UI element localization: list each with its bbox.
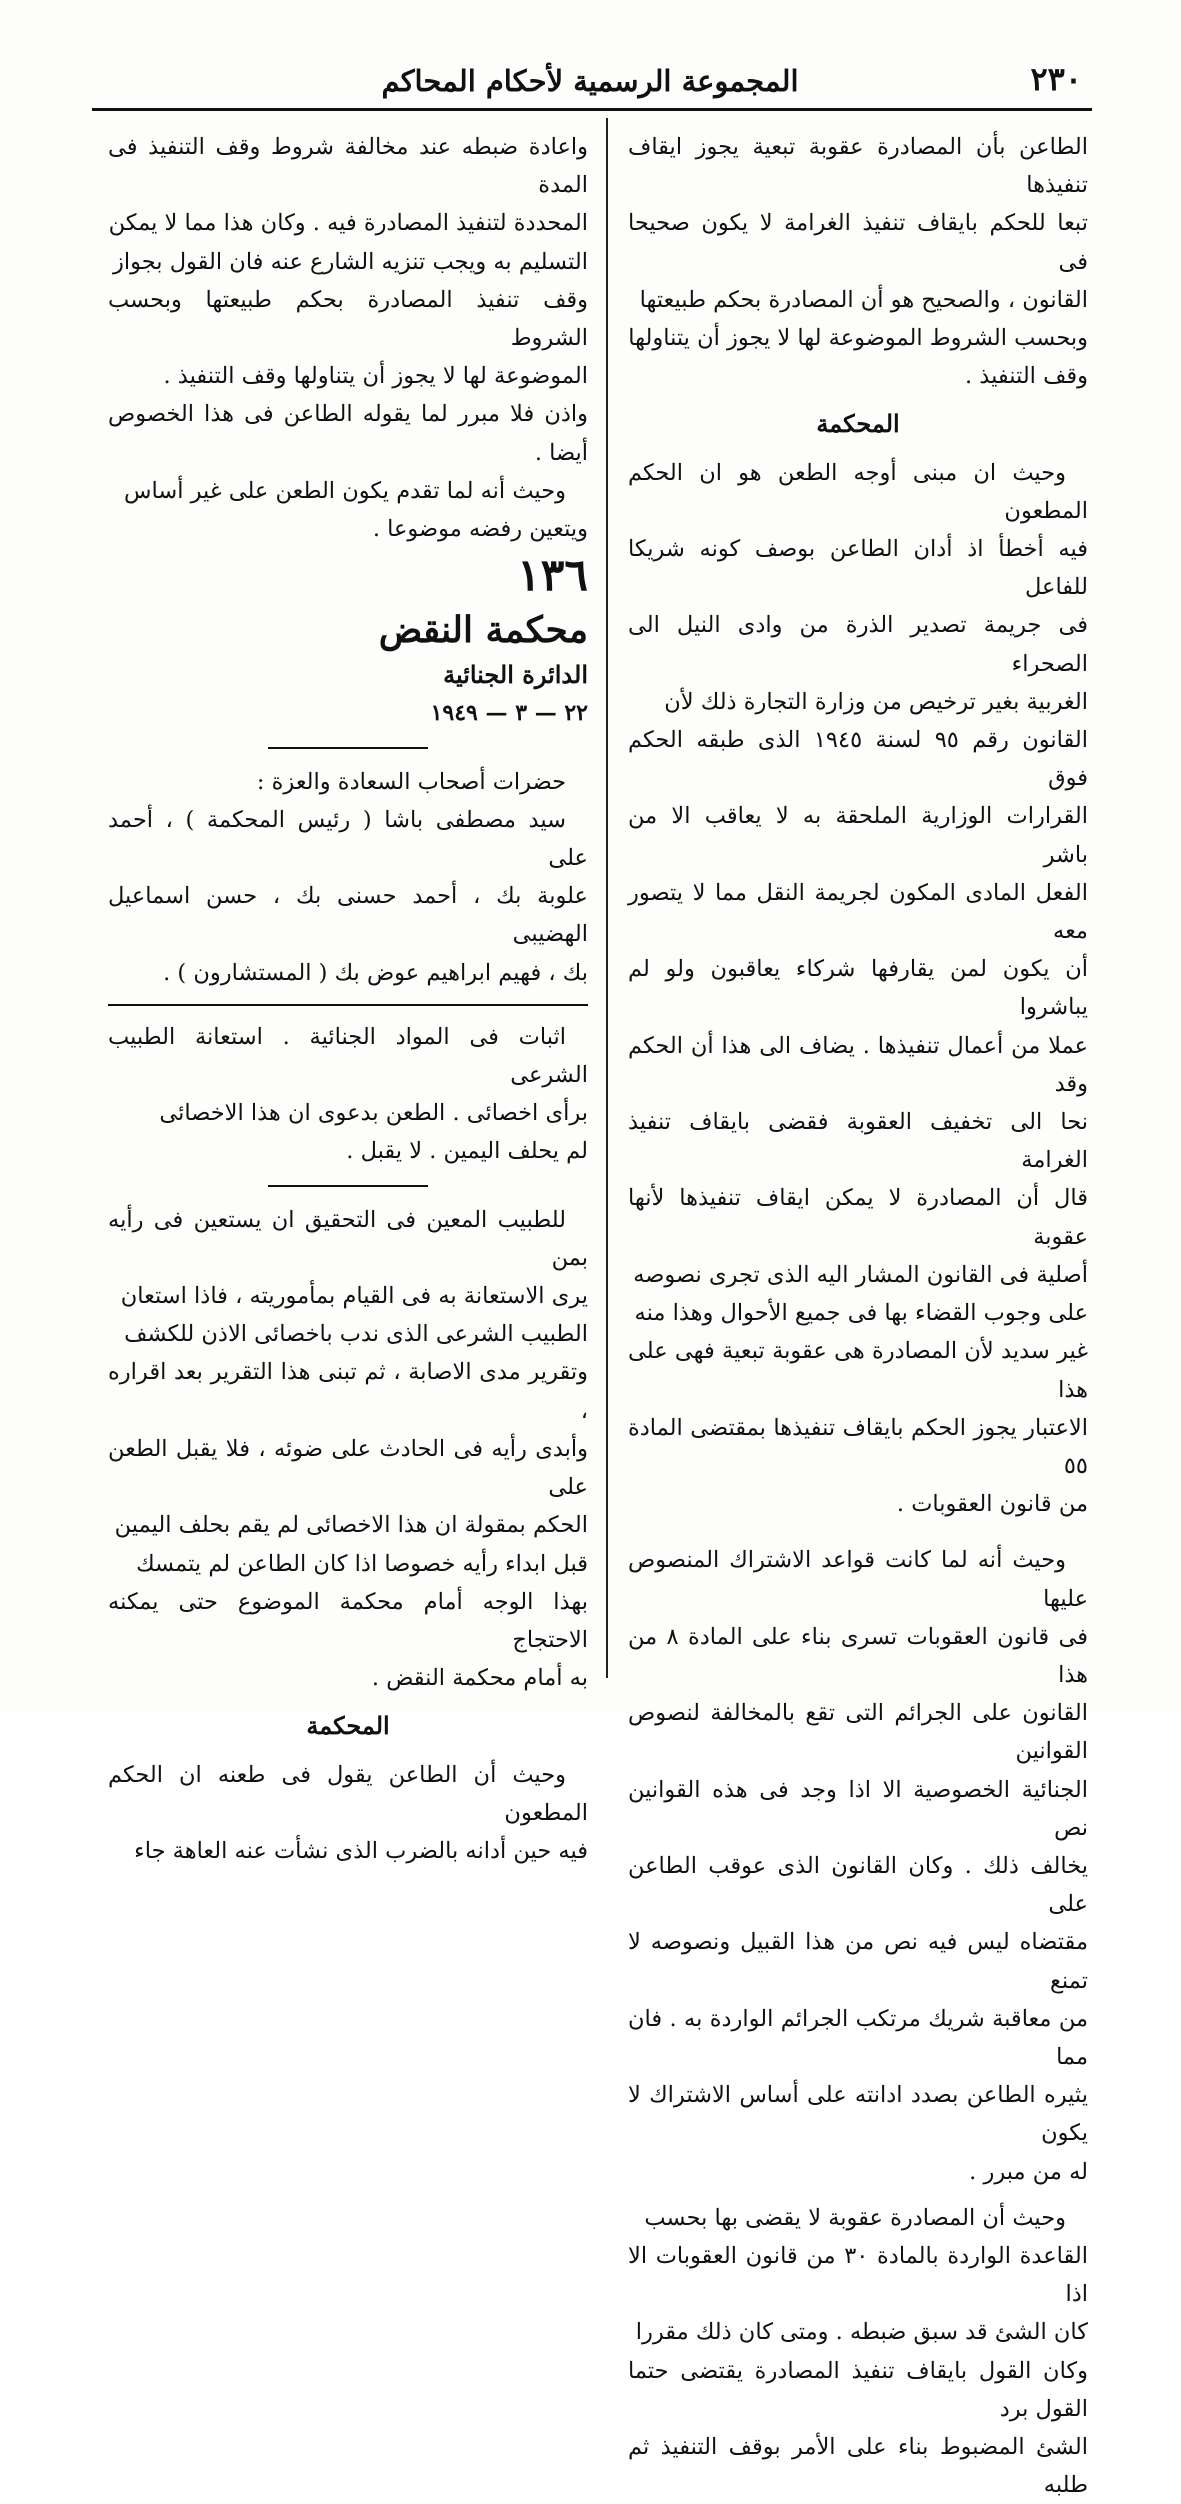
text-line: ويتعين رفضه موضوعا . — [372, 516, 588, 543]
text-line: قبل ابداء رأيه خصوصا اذا كان الطاعن لم يتمسك — [136, 1550, 588, 1577]
text-line: وحيث أنه لما كانت قواعد الاشتراك المنصوص عليها — [628, 1547, 1088, 1612]
left-column — [108, 128, 588, 1870]
text-line: له من مبرر . — [969, 2158, 1088, 2185]
summary-rule-top — [108, 1004, 588, 1006]
text-line: القانون على الجرائم التى تقع بالمخالفة لنصوص القوانين — [628, 1700, 1088, 1765]
text-line: وقف تنفيذ المصادرة بحكم طبيعتها وبحسب الشروط — [108, 286, 588, 352]
text-line: الطاعن بأن المصادرة عقوبة تبعية يجوز ايقاف تنفيذها — [628, 134, 1088, 199]
judges-list — [108, 801, 588, 992]
text-line: التسليم به ويجب تنزيه الشارع عنه فان القول بجواز — [113, 248, 588, 275]
text-line: به أمام محكمة النقض . — [371, 1665, 588, 1692]
text-line: اثبات فى المواد الجنائية . استعانة الطبيب الشرعى — [108, 1023, 588, 1089]
text-line: بك ، فهيم ابراهيم عوض بك ( المستشارون ) . — [163, 959, 588, 986]
text-line: من معاقبة شريك مرتكب الجرائم الواردة به . فان مما — [628, 2005, 1088, 2070]
text-line: عملا من أعمال تنفيذها . يضاف الى هذا أن الحكم وقد — [628, 1032, 1088, 1097]
text-line: الشئ المضبوط بناء على الأمر بوقف التنفيذ ثم طلبه — [628, 2433, 1088, 2499]
text-line: الاعتبار يجوز الحكم بايقاف تنفيذها بمقتضى المادة ٥٥ — [628, 1414, 1088, 1479]
text-line: تبعا للحكم بايقاف تنفيذ الغرامة لا يكون صحيحا فى — [628, 210, 1088, 275]
presence-intro: حضرات أصحاب السعادة والعزة : — [256, 768, 566, 795]
text-line: وأبدى رأيه فى الحادث على ضوئه ، فلا يقبل الطعن على — [108, 1435, 588, 1501]
court-name: محكمة النقض — [378, 609, 588, 652]
text-line: أصلية فى القانون المشار اليه الذى تجرى نصوصه — [633, 1261, 1088, 1288]
section-heading: المحكمة — [306, 1711, 390, 1741]
text-line: فى جريمة تصدير الذرة من وادى النيل الى الصحراء — [628, 612, 1088, 677]
page-header — [90, 58, 1090, 108]
text-line: غير سديد لأن المصادرة هى عقوبة تبعية فهى على هذا — [628, 1338, 1088, 1403]
section-heading: المحكمة — [816, 409, 900, 439]
summary-rule-bottom — [268, 1185, 428, 1187]
text-line: فيه حين أدانه بالضرب الذى نشأت عنه العاهة جاء — [134, 1837, 588, 1864]
paragraph-3 — [628, 2199, 1088, 2504]
text-line: الفعل المادى المكون لجريمة النقل مما لا يتصور معه — [628, 879, 1088, 945]
text-line: نحا الى تخفيف العقوبة فقضى بايقاف تنفيذ الغرامة — [628, 1109, 1088, 1174]
header-rule — [92, 108, 1092, 111]
text-line: برأى اخصائى . الطعن بدعوى ان هذا الاخصائى — [159, 1100, 588, 1127]
text-line: يرى الاستعانة به فى القيام بمأموريته ، فاذا استعان — [120, 1283, 588, 1310]
text-line: القرارات الوزارية الملحقة به لا يعاقب الا من باشر — [628, 803, 1088, 868]
text-line: بهذا الوجه أمام محكمة الموضوع حتى يمكنه الاحتجاج — [108, 1588, 588, 1653]
text-line: كان الشئ قد سبق ضبطه . ومتى كان ذلك مقررا — [635, 2319, 1088, 2346]
page-number: ٢٣٠ — [1030, 60, 1082, 98]
left-intro — [108, 128, 588, 548]
text-line: علوبة بك ، أحمد حسنى بك ، حسن اسماعيل الهضيبى — [108, 883, 588, 948]
case-summary — [108, 1018, 588, 1171]
text-line: على وجوب القضاء بها فى جميع الأحوال وهذا منه — [634, 1300, 1088, 1327]
paragraph-1 — [628, 454, 1088, 1524]
text-line: يثيره الطاعن بصدد ادانته على أساس الاشتراك لا يكون — [628, 2082, 1088, 2147]
text-line: القانون رقم ٩٥ لسنة ١٩٤٥ الذى طبقه الحكم فوق — [628, 727, 1088, 792]
text-line: وحيث أن الطاعن يقول فى طعنه ان الحكم المطعون — [108, 1761, 588, 1826]
legal-principle — [108, 1201, 588, 1698]
text-line: واذن فلا مبرر لما يقوله الطاعن فى هذا الخصوص أيضا . — [108, 401, 588, 466]
text-line: وقف التنفيذ . — [964, 363, 1088, 390]
text-line: الموضوعة لها لا يجوز أن يتناولها وقف التنفيذ . — [163, 363, 588, 390]
running-title: المجموعة الرسمية لأحكام المحاكم — [381, 64, 799, 98]
judgment-date: ٢٢ — ٣ — ١٩٤٩ — [430, 700, 588, 727]
closing-paragraph — [108, 1756, 588, 1871]
court-circuit: الدائرة الجنائية — [443, 660, 588, 690]
case-number: ١٣٦ — [517, 550, 588, 602]
text-line: المحددة لتنفيذ المصادرة فيه . وكان هذا مما لا يمكن — [108, 210, 588, 237]
text-line: الحكم بمقولة ان هذا الاخصائى لم يقم بحلف اليمين — [114, 1512, 588, 1539]
text-line: القانون ، والصحيح هو أن المصادرة بحكم طبيعتها — [639, 286, 1088, 313]
right-intro — [628, 128, 1088, 395]
text-line: وكان القول بايقاف تنفيذ المصادرة يقتضى حتما القول برد — [628, 2357, 1088, 2422]
section-rule — [268, 747, 428, 749]
text-line: لم يحلف اليمين . لا يقبل . — [346, 1138, 588, 1165]
text-line: واعادة ضبطه عند مخالفة شروط وقف التنفيذ فى المدة — [108, 134, 588, 199]
text-line: فى قانون العقوبات تسرى بناء على المادة ٨ من هذا — [628, 1623, 1088, 1688]
text-line: الغربية بغير ترخيص من وزارة التجارة ذلك لأن — [664, 688, 1088, 715]
text-line: سيد مصطفى باشا ( رئيس المحكمة ) ، أحمد على — [108, 806, 588, 872]
right-column — [628, 128, 1088, 2504]
text-line: وحيث ان مبنى أوجه الطعن هو ان الحكم المطعون — [628, 459, 1088, 524]
text-line: الجنائية الخصوصية الا اذا وجد فى هذه القوانين نص — [628, 1776, 1088, 1841]
text-line: وبحسب الشروط الموضوعة لها لا يجوز أن يتناولها — [628, 325, 1088, 352]
column-divider — [606, 118, 608, 1678]
text-line: أن يكون لمن يقارفها شركاء يعاقبون ولو لم يباشروا — [628, 956, 1088, 1021]
text-line: الطبيب الشرعى الذى ندب باخصائى الاذن للكشف — [124, 1321, 588, 1348]
text-line: فيه أخطأ اذ أدان الطاعن بوصف كونه شريكا للفاعل — [628, 536, 1088, 601]
text-line: يخالف ذلك . وكان القانون الذى عوقب الطاعن على — [628, 1852, 1088, 1918]
text-line: وتقرير مدى الاصابة ، ثم تبنى هذا التقرير بعد اقراره ، — [108, 1359, 588, 1424]
text-line: وحيث أن المصادرة عقوبة لا يقضى بها بحسب — [644, 2204, 1066, 2231]
text-line: للطبيب المعين فى التحقيق ان يستعين فى رأيه بمن — [108, 1206, 588, 1271]
text-line: وحيث أنه لما تقدم يكون الطعن على غير أساس — [124, 477, 566, 504]
text-line: القاعدة الواردة بالمادة ٣٠ من قانون العقوبات الا اذا — [628, 2242, 1088, 2308]
paragraph-2 — [628, 1541, 1088, 2190]
text-line: مقتضاه ليس فيه نص من هذا القبيل ونصوصه لا تمنع — [628, 1929, 1088, 1994]
text-line: قال أن المصادرة لا يمكن ايقاف تنفيذها لأنها عقوبة — [628, 1185, 1088, 1250]
text-line: من قانون العقوبات . — [896, 1491, 1088, 1518]
